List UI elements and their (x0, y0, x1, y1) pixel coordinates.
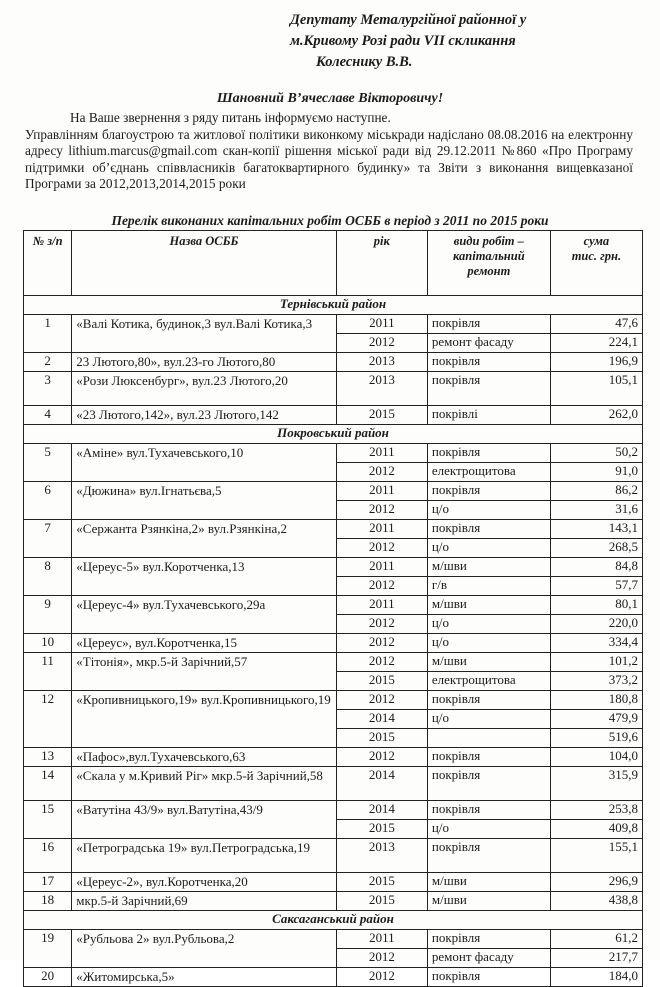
work-year: 2014 (336, 710, 427, 729)
work-kind: м/шви (427, 653, 550, 672)
work-kind: ц/о (427, 539, 550, 558)
osbb-name: «Цереус-2», вул.Коротченка,20 (72, 873, 337, 892)
district-name: Саксаганський район (24, 911, 643, 930)
osbb-name: «Житомирська,5» (72, 968, 337, 987)
table-row (24, 968, 643, 987)
table-row (24, 930, 643, 949)
work-year: 2015 (336, 729, 427, 748)
work-year: 2015 (336, 892, 427, 911)
work-kind: м/шви (427, 596, 550, 615)
work-year: 2012 (336, 968, 427, 987)
column-header-kind-line: види робіт – (453, 234, 524, 248)
table-header-row (24, 231, 643, 296)
work-sum: 253,8 (550, 801, 642, 820)
work-sum: 84,8 (550, 558, 642, 577)
table-row (24, 482, 643, 501)
work-kind: м/шви (427, 892, 550, 911)
work-year: 2012 (336, 634, 427, 653)
table-row (24, 520, 643, 539)
row-number: 8 (24, 558, 72, 596)
work-year: 2012 (336, 653, 427, 672)
row-number: 14 (24, 767, 72, 801)
work-kind: покрівля (427, 930, 550, 949)
work-sum: 101,2 (550, 653, 642, 672)
row-number: 17 (24, 873, 72, 892)
osbb-name: 23 Лютого,80», вул.23-го Лютого,80 (72, 353, 337, 372)
work-sum: 105,1 (550, 372, 642, 406)
work-year: 2015 (336, 820, 427, 839)
work-sum: 57,7 (550, 577, 642, 596)
work-year: 2015 (336, 672, 427, 691)
osbb-name: «Цереус-5» вул.Коротченка,13 (72, 558, 337, 596)
work-sum: 91,0 (550, 463, 642, 482)
work-sum: 315,9 (550, 767, 642, 801)
row-number: 7 (24, 520, 72, 558)
table-row (24, 801, 643, 820)
table-row (24, 634, 643, 653)
district-row (24, 425, 643, 444)
work-sum: 31,6 (550, 501, 642, 520)
table-row (24, 839, 643, 873)
table-row (24, 691, 643, 710)
work-kind: ремонт фасаду (427, 334, 550, 353)
osbb-name: «Рубльова 2» вул.Рубльова,2 (72, 930, 337, 968)
work-year: 2014 (336, 767, 427, 801)
row-number: 2 (24, 353, 72, 372)
district-row (24, 296, 643, 315)
work-year: 2012 (336, 691, 427, 710)
row-number: 20 (24, 968, 72, 987)
column-header-sum-line: сума (583, 234, 610, 248)
work-year: 2012 (336, 463, 427, 482)
row-number: 9 (24, 596, 72, 634)
work-sum: 438,8 (550, 892, 642, 911)
work-sum: 143,1 (550, 520, 642, 539)
work-kind: м/шви (427, 873, 550, 892)
osbb-name: «Аміне» вул.Тухачевського,10 (72, 444, 337, 482)
work-year: 2011 (336, 482, 427, 501)
work-year: 2013 (336, 372, 427, 406)
table-row (24, 748, 643, 767)
work-year: 2011 (336, 596, 427, 615)
work-kind: ц/о (427, 820, 550, 839)
work-year: 2015 (336, 406, 427, 425)
work-year: 2012 (336, 615, 427, 634)
work-year: 2011 (336, 520, 427, 539)
row-number: 18 (24, 892, 72, 911)
work-kind: ц/о (427, 501, 550, 520)
work-kind: покрівля (427, 968, 550, 987)
work-sum: 220,0 (550, 615, 642, 634)
work-kind: електрощитова (427, 463, 550, 482)
work-sum: 373,2 (550, 672, 642, 691)
work-year: 2011 (336, 444, 427, 463)
work-year: 2012 (336, 539, 427, 558)
work-year: 2012 (336, 949, 427, 968)
work-sum: 479,9 (550, 710, 642, 729)
works-table (23, 230, 643, 987)
work-sum: 224,1 (550, 334, 642, 353)
work-kind: м/шви (427, 558, 550, 577)
column-header-kind-line: капітальний (453, 249, 525, 263)
work-year: 2012 (336, 334, 427, 353)
work-kind: покрівля (427, 353, 550, 372)
work-kind: покрівля (427, 839, 550, 873)
table-row (24, 315, 643, 334)
row-number: 4 (24, 406, 72, 425)
table-body (24, 296, 643, 987)
row-number: 13 (24, 748, 72, 767)
letter-paragraph: На Ваше звернення з ряду питань інформуємо наступне. (70, 110, 391, 125)
osbb-name: «Рози Люксенбург», вул.23 Лютого,20 (72, 372, 337, 406)
addressee-line: Депутату Металургійної районної у (290, 12, 527, 28)
table-title: Перелік виконаних капітальних робіт ОСББ в період з 2011 по 2015 роки (111, 213, 549, 228)
row-number: 3 (24, 372, 72, 406)
letter-body (25, 110, 633, 193)
table-row (24, 558, 643, 577)
work-sum: 296,9 (550, 873, 642, 892)
osbb-name: «Цереус», вул.Коротченка,15 (72, 634, 337, 653)
osbb-name: «Скала у м.Кривий Ріг» мкр.5-й Зарічний,58 (72, 767, 337, 801)
table-row (24, 767, 643, 801)
work-kind: ц/о (427, 615, 550, 634)
work-year: 2012 (336, 577, 427, 596)
work-year: 2013 (336, 353, 427, 372)
addressee-line: м.Кривому Розі ради VII скликання (290, 33, 516, 49)
district-name: Покровський район (24, 425, 643, 444)
work-sum: 184,0 (550, 968, 642, 987)
work-kind: покрівля (427, 767, 550, 801)
work-sum: 217,7 (550, 949, 642, 968)
work-sum: 180,8 (550, 691, 642, 710)
work-sum: 196,9 (550, 353, 642, 372)
table-row (24, 892, 643, 911)
osbb-name: «Кропивницького,19» вул.Кропивницького,19 (72, 691, 337, 748)
work-kind: покрівля (427, 801, 550, 820)
work-kind: покрівля (427, 482, 550, 501)
osbb-name: «Валі Котика, будинок,3 вул.Валі Котика,3 (72, 315, 337, 353)
osbb-name: «23 Лютого,142», вул.23 Лютого,142 (72, 406, 337, 425)
table-row (24, 353, 643, 372)
osbb-name: «Ватутіна 43/9» вул.Ватутіна,43/9 (72, 801, 337, 839)
work-kind: покрівля (427, 748, 550, 767)
work-kind: покрівля (427, 444, 550, 463)
work-year: 2012 (336, 748, 427, 767)
work-year: 2013 (336, 839, 427, 873)
work-sum: 519,6 (550, 729, 642, 748)
work-year: 2011 (336, 315, 427, 334)
work-year: 2014 (336, 801, 427, 820)
table-row (24, 873, 643, 892)
column-header-sum (550, 231, 642, 296)
table-row (24, 372, 643, 406)
work-sum: 409,8 (550, 820, 642, 839)
addressee-block (290, 10, 650, 73)
osbb-name: «Сержанта Рзянкіна,2» вул.Рзянкіна,2 (72, 520, 337, 558)
row-number: 6 (24, 482, 72, 520)
column-header-num: № з/п (24, 231, 72, 296)
column-header-sum-line: тис. грн. (571, 249, 622, 263)
salutation: Шановний В’ячеславе Вікторовичу! (216, 91, 444, 106)
work-year: 2011 (336, 930, 427, 949)
work-kind: покрівлі (427, 406, 550, 425)
row-number: 11 (24, 653, 72, 691)
work-year: 2011 (336, 558, 427, 577)
work-kind: ц/о (427, 634, 550, 653)
row-number: 12 (24, 691, 72, 748)
row-number: 5 (24, 444, 72, 482)
row-number: 19 (24, 930, 72, 968)
work-sum: 262,0 (550, 406, 642, 425)
table-row (24, 596, 643, 615)
work-sum: 86,2 (550, 482, 642, 501)
osbb-name: «Цереус-4» вул.Тухачевського,29а (72, 596, 337, 634)
work-sum: 268,5 (550, 539, 642, 558)
row-number: 1 (24, 315, 72, 353)
row-number: 16 (24, 839, 72, 873)
row-number: 10 (24, 634, 72, 653)
work-sum: 334,4 (550, 634, 642, 653)
table-row (24, 444, 643, 463)
osbb-name: «Пафос»,вул.Тухачевського,63 (72, 748, 337, 767)
district-row (24, 911, 643, 930)
work-year: 2015 (336, 873, 427, 892)
work-kind: покрівля (427, 315, 550, 334)
work-kind: ремонт фасаду (427, 949, 550, 968)
letter-paragraph: Управлінням благоустрою та житлової політики виконкому міськради надіслано 08.08.2016 на електронну адресу lithium.marcus@gmail.com скан-копії рішення міської ради від 29.12.2011 №860 «Про Програму підтримки об’єднань співвласників багатоквартирного будинку» та Звіти з виконання вищевказаної Програми за 2012,2013,2014,2015 роки (25, 126, 633, 191)
table-row (24, 406, 643, 425)
addressee-name: Колеснику В.В. (316, 54, 413, 70)
column-header-name: Назва ОСББ (72, 231, 337, 296)
osbb-name: мкр.5-й Зарічний,69 (72, 892, 337, 911)
work-sum: 80,1 (550, 596, 642, 615)
work-sum: 155,1 (550, 839, 642, 873)
district-name: Тернівський район (24, 296, 643, 315)
osbb-name: «Дюжина» вул.Ігнатьєва,5 (72, 482, 337, 520)
work-kind: ц/о (427, 710, 550, 729)
work-kind: покрівля (427, 691, 550, 710)
work-sum: 61,2 (550, 930, 642, 949)
work-year: 2012 (336, 501, 427, 520)
column-header-kind-line: ремонт (467, 264, 511, 278)
column-header-kind (427, 231, 550, 296)
work-kind: покрівля (427, 520, 550, 539)
work-kind: електрощитова (427, 672, 550, 691)
work-sum: 104,0 (550, 748, 642, 767)
column-header-year: рік (336, 231, 427, 296)
row-number: 15 (24, 801, 72, 839)
osbb-name: «Петроградська 19» вул.Петроградська,19 (72, 839, 337, 873)
work-kind (427, 729, 550, 748)
table-row (24, 653, 643, 672)
work-kind: покрівля (427, 372, 550, 406)
work-kind: г/в (427, 577, 550, 596)
osbb-name: «Тітонія», мкр.5-й Зарічний,57 (72, 653, 337, 691)
work-sum: 47,6 (550, 315, 642, 334)
work-sum: 50,2 (550, 444, 642, 463)
